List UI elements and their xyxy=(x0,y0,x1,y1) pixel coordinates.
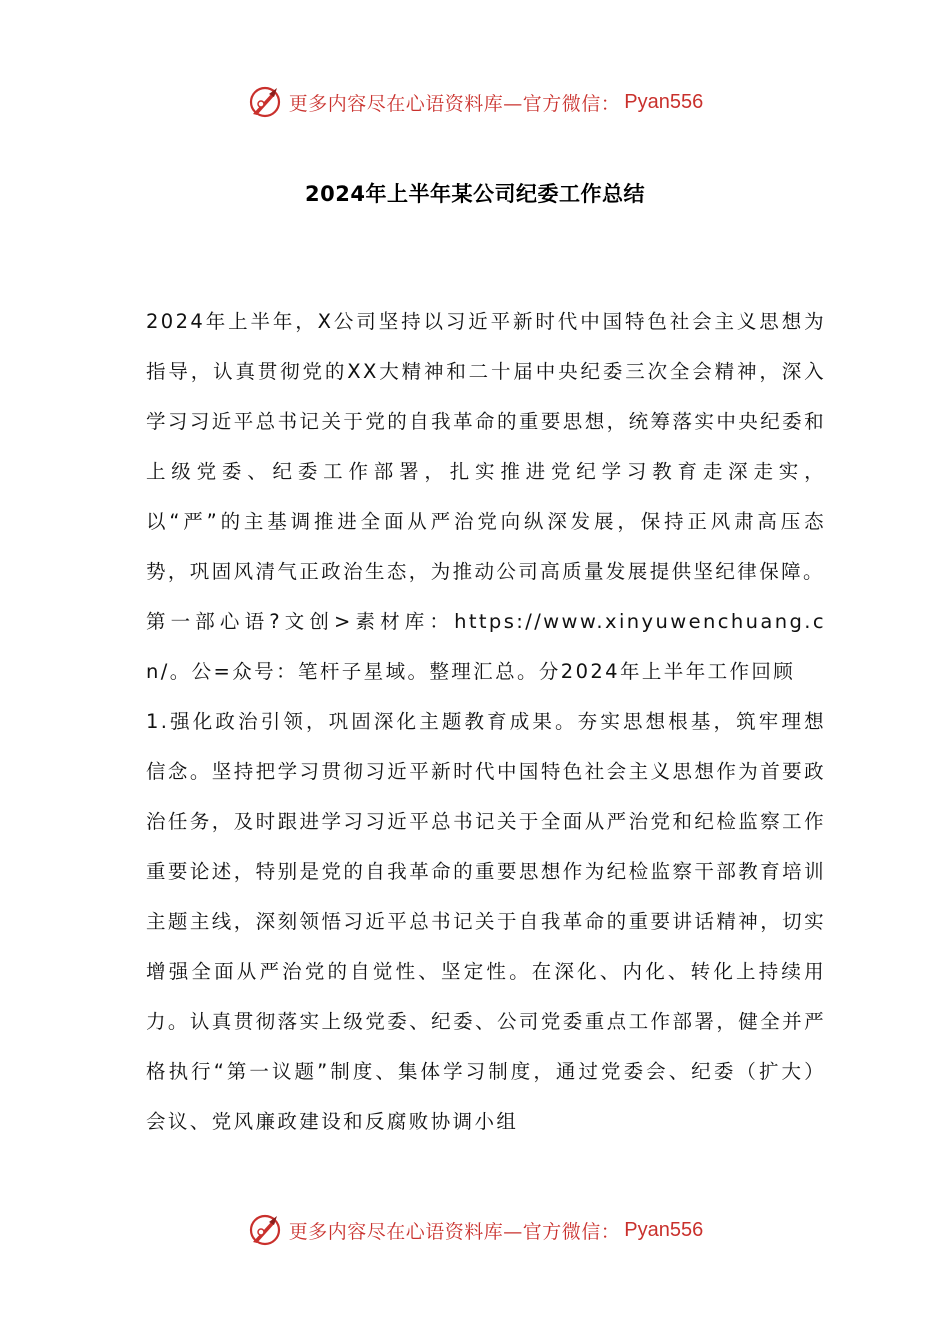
watermark-text: 更多内容尽在心语资料库—官方微信： xyxy=(288,92,621,115)
quill-logo-icon xyxy=(247,84,283,120)
watermark-banner-top xyxy=(0,82,950,122)
watermark-wechat-id: Pyan556 xyxy=(624,1218,704,1241)
document-title: 2024年上半年某公司纪委工作总结 xyxy=(305,182,645,206)
document-body xyxy=(146,297,826,1147)
watermark-banner-bottom xyxy=(0,1210,950,1250)
paragraph-section-1: 1.强化政治引领，巩固深化主题教育成果。夯实思想根基，筑牢理想信念。坚持把学习贯彻习近平新时代中国特色社会主义思想作为首要政治任务，及时跟进学习习近平总书记关于全面从严治党和纪检监察工作重要论述，特别是党的自我革命的重要思想作为纪检监察干部教育培训主题主线，深刻领悟习近平总书记关于自我革命的重要讲话精神，切实增强全面从严治党的自觉性、坚定性。在深化、内化、转化上持续用力。认真贯彻落实上级党委、纪委、公司党委重点工作部署，健全并严格执行“第一议题”制度、集体学习制度，通过党委会、纪委（扩大）会议、党风廉政建设和反腐败协调小组 xyxy=(146,710,826,1133)
paragraph-source-note: 第一部心语?文创>素材库：https://www.xinyuwenchuang.cn/。公=众号：笔杆子星域。整理汇总。分2024年上半年工作回顾 xyxy=(146,610,826,683)
watermark-wechat-id: Pyan556 xyxy=(624,90,704,113)
watermark-text: 更多内容尽在心语资料库—官方微信： xyxy=(288,1220,621,1243)
paragraph-intro: 2024年上半年，X公司坚持以习近平新时代中国特色社会主义思想为指导，认真贯彻党的XX大精神和二十届中央纪委三次全会精神，深入学习习近平总书记关于党的自我革命的重要思想，统筹落实中央纪委和上级党委、纪委工作部署，扎实推进党纪学习教育走深走实，以“严”的主基调推进全面从严治党向纵深发展，保持正风肃高压态势，巩固风清气正政治生态，为推动公司高质量发展提供坚纪律保障。 xyxy=(146,310,826,583)
quill-logo-icon xyxy=(247,1212,283,1248)
